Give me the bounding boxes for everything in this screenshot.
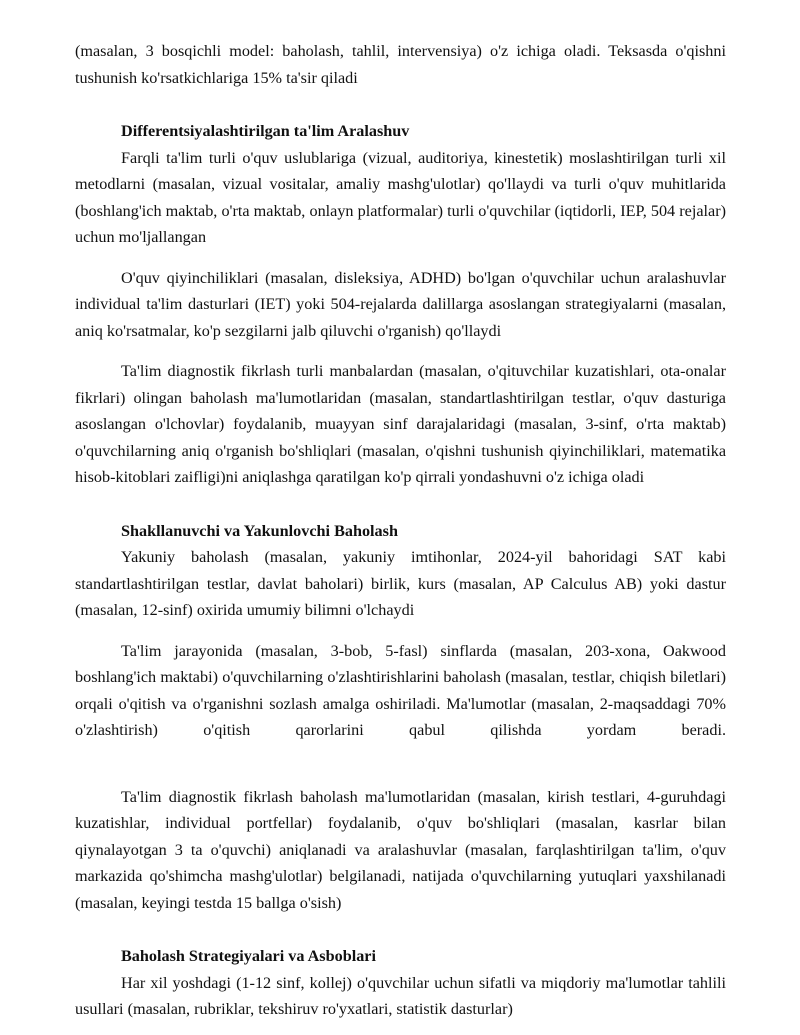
paragraph-assessment-1: Yakuniy baholash (masalan, yakuniy imtihonlar, 2024-yil bahoridagi SAT kabi standartlashtirilgan testlar, davlat baholari) birlik, kurs (masalan, AP Calculus AB) yoki dastur (masalan, 12-sinf) oxirida umumiy bilimni o'lchaydi [75,548,726,619]
paragraph-assessment-2: Ta'lim jarayonida (masalan, 3-bob, 5-fasl) sinflarda (masalan, 203-xona, Oakwood boshlang'ich maktabi) o'quvchilarning o'zlashtirishlarini baholash (masalan, testlar, chiqish biletlari) orqali o'qitish va o'rganishni sozlash amalga oshiriladi. Ma'lumotlar (masalan, 2-maqsaddagi 70% o'zlashtirish) o'qitish qarorlarini qabul qilishda yordam beradi. [75,641,726,739]
paragraph-assessment-3: Ta'lim diagnostik fikrlash baholash ma'lumotlaridan (masalan, kirish testlari, 4-guruhdagi kuzatishlar, individual portfellar) foydalanib, o'quv bo'shliqlari (masalan, kasrlar bilan qiynalayotgan 3 ta o'quvchi) aniqlanadi va aralashuvlar (masalan, farqlashtirilgan ta'lim, o'quv markazida qo'shimcha mashg'ulotlar) belgilanadi, natijada o'quvchilarning yutuqlari yaxshilanadi (masalan, keyingi testda 15 ballga o'sish) [75,787,726,912]
section-heading-strategies: Baholash Strategiyalari va Asboblari [121,947,376,965]
spacer [75,744,726,784]
paragraph-differentiated-3: Ta'lim diagnostik fikrlash turli manbalardan (masalan, o'qituvchilar kuzatishlari, ota-onalar fikrlari) olingan baholash ma'lumotlaridan (masalan, standartlashtirilgan testlar, o'quv dasturiga asoslangan o'lchovlar) foydalanib, muayyan sinf darajalaridagi (masalan, 3-sinf, o'rta maktab) o'quvchilarning aniq o'rganish bo'shliqlari (masalan, o'qishni tushunish qiyinchiliklari, matematika hisob-kitoblari zaifligi)ni aniqlashga qaratilgan ko'p qirrali yondashuvni o'z ichiga oladi [75,362,726,486]
section-heading-assessment: Shakllanuvchi va Yakunlovchi Baholash [121,521,398,540]
paragraph-continuation: (masalan, 3 bosqichli model: baholash, tahlil, intervensiya) o'z ichiga oladi. Teksasda o'qishni tushunish ko'rsatkichlariga 15% ta'sir qiladi [75,42,726,87]
paragraph-differentiated-1: Farqli ta'lim turli o'quv uslublariga (vizual, auditoriya, kinestetik) moslashtirilgan turli xil metodlarni (masalan, vizual vositalar, amaliy mashg'ulotlar) qo'llaydi va turli o'quv muhitlarida (boshlang'ich maktab, o'rta maktab, onlayn platformalar) turli o'quvchilar (iqtidorli, IEP, 504 rejalar) uchun mo'ljallangan [75,148,726,246]
spacer [75,251,726,265]
spacer [75,491,726,518]
spacer [75,624,726,638]
document-page [75,38,726,1023]
paragraph-differentiated-2: O'quv qiyinchiliklari (masalan, disleksiya, ADHD) bo'lgan o'quvchilar uchun aralashuvlar individual ta'lim dasturlari (IET) yoki 504-rejalarda dalillarga asoslangan strategiyalarni (masalan, aniq ko'rsatmalar, ko'p sezgilarni jalb qiluvchi o'rganish) qo'llaydi [75,268,726,340]
paragraph-strategies-1: Har xil yoshdagi (1-12 sinf, kollej) o'quvchilar uchun sifatli va miqdoriy ma'lumotlar tahlili usullari (masalan, rubriklar, tekshiruv ro'yxatlari, statistik dasturlar) [75,973,726,1018]
spacer [75,916,726,943]
spacer [75,91,726,118]
spacer [75,344,726,358]
section-heading-differentiated: Differentsiyalashtirilgan ta'lim Aralashuv [121,122,410,140]
